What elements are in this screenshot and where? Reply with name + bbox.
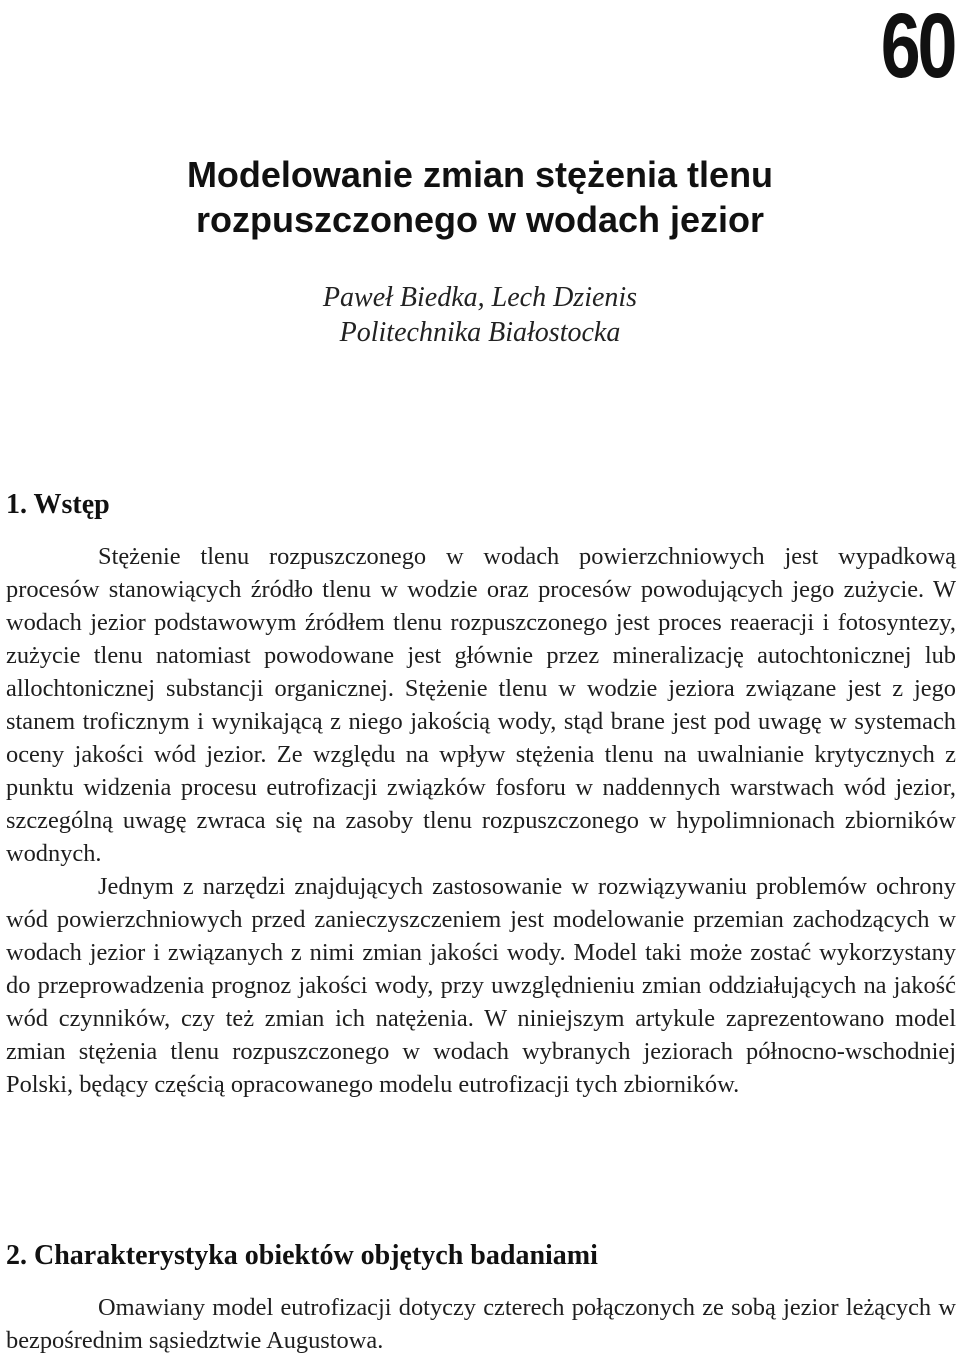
author-block — [0, 280, 960, 350]
page-number: 60 — [880, 0, 954, 97]
paragraph: Stężenie tlenu rozpuszczonego w wodach powierzchniowych jest wypadkową procesów stanowiących źródło tlenu w wodzie oraz procesów powodujących jego zużycie. W wodach jezior podstawowym źródłem tlenu rozpuszczonego jest proces reaeracji i fotosyntezy, zużycie tlenu natomiast powodowane jest głównie przez mineralizację autochtonicznej lub allochtonicznej substancji organicznej. Stężenie tlenu w wodzie jeziora związane jest z jego stanem troficznym i wynikającą z niego jakością wody, stąd brane jest pod uwagę w systemach oceny jakości wód jezior. Ze względu na wpływ stężenia tlenu na uwalnianie krytycznych z punktu widzenia procesu eutrofizacji związków fosforu w naddennych warstwach wód jezior, szczególną uwagę zwraca się na zasoby tlenu rozpuszczonego w hypolimnionach zbiorników wodnych. — [6, 543, 956, 867]
section-heading-introduction: 1. Wstęp — [6, 489, 110, 520]
section-heading-study-objects: 2. Charakterystyka obiektów objętych badaniami — [6, 1240, 598, 1271]
article-title-line-1: Modelowanie zmian stężenia tlenu — [186, 154, 774, 195]
section-body-introduction — [6, 540, 956, 1101]
paragraph: Jednym z narzędzi znajdujących zastosowanie w rozwiązywaniu problemów ochrony wód powierzchniowych przed zanieczyszczeniem jest modelowanie przemian zachodzących w wodach jezior i związanych z nimi zmian jakości wody. Model taki może zostać wykorzystany do przeprowadzenia prognoz jakości wody, przy uwzględnieniu zmian oddziałujących na jakość wód czynników, czy też zmian ich natężenia. W niniejszym artykule zaprezentowano model zmian stężenia tlenu rozpuszczonego w wodach wybranych jeziorach północno-wschodniej Polski, będący częścią opracowanego modelu eutrofizacji tych zbiorników. — [6, 873, 956, 1098]
section-body-study-objects — [6, 1291, 956, 1357]
author-names: Paweł Biedka, Lech Dzienis — [322, 282, 638, 313]
paragraph: Omawiany model eutrofizacji dotyczy czterech połączonych ze sobą jezior leżących w bezpośrednim sąsiedztwie Augustowa. — [6, 1294, 956, 1354]
article-title-line-2: rozpuszczonego w wodach jezior — [195, 199, 765, 240]
author-affiliation: Politechnika Białostocka — [339, 317, 621, 348]
article-title — [0, 152, 960, 242]
